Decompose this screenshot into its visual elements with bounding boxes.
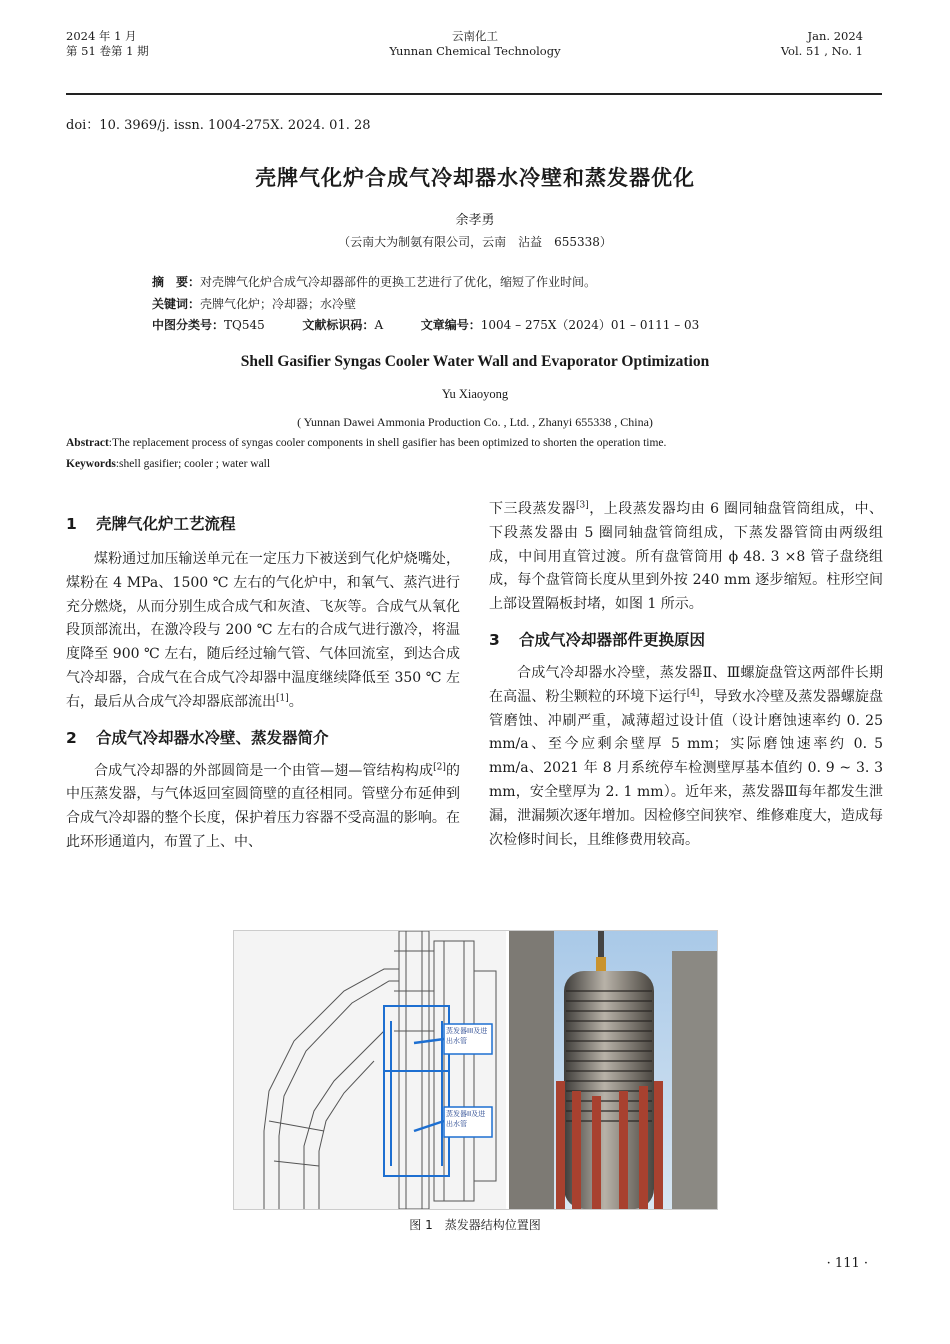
keywords-en-label: Keywords bbox=[66, 458, 116, 470]
header-rule bbox=[66, 93, 882, 95]
abstract-en-text: :The replacement process of syngas cooler components in shell gasifier has been optimized to shorten the operation time. bbox=[108, 437, 667, 449]
section-1-end: 。 bbox=[288, 693, 303, 710]
section-2-text-c: 下三段蒸发器 bbox=[489, 501, 576, 517]
journal-name-cn: 云南化工 bbox=[452, 29, 498, 43]
section-3-text-a: 合成气冷却器水冷壁，蒸发器Ⅱ、Ⅲ螺旋盘管这两部件长期在高温、粉尘颗粒的环境下运行 bbox=[489, 664, 883, 705]
keywords-en bbox=[66, 458, 270, 470]
header-date: 2024 年 1 月 bbox=[66, 29, 137, 43]
header-left bbox=[66, 29, 149, 59]
section-1-number: 1 bbox=[66, 515, 77, 533]
section-1-paragraph bbox=[66, 548, 460, 715]
section-2-paragraph-part1 bbox=[66, 760, 460, 855]
keywords-en-text: :shell gasifier; cooler ; water wall bbox=[115, 458, 271, 470]
clc-label: 中图分类号： bbox=[152, 318, 225, 332]
abstract-en bbox=[66, 437, 666, 449]
header-volume: 第 51 卷第 1 期 bbox=[66, 44, 149, 58]
section-3-text-b: ，导致水冷壁及蒸发器螺旋盘管磨蚀、冲刷严重，减薄超过设计值（设计磨蚀速率约 0. 25 mm/a、至今应剩余壁厚 5 mm；实际磨蚀速率约 0. 5 mm/a、2021 年 8 月系统停车检测壁厚基本值约 0. 9 ~ 3. 3 mm，安全壁厚为 2. 1 mm）。近年来，蒸发器Ⅲ每年都发生泄漏，泄漏频次逐年增加。因检修空间狭窄、维修难度大，造成每次检修时间长，且维修费用较高。 bbox=[489, 688, 884, 848]
affiliation-en: ( Yunnan Dawei Ammonia Production Co. , Ltd. , Zhanyi 655338 , China) bbox=[297, 415, 653, 429]
section-1-heading bbox=[66, 512, 460, 536]
doc-label: 文献标识码： bbox=[302, 318, 375, 332]
header-date-en: Jan. 2024 bbox=[807, 29, 863, 43]
classification bbox=[152, 316, 699, 334]
section-1-text: 煤粉通过加压输送单元在一定压力下被送到气化炉烧嘴处，煤粉在 4 MPa、1500 ℃ 左右的气化炉中，和氧气、蒸汽进行充分燃烧，从而分别生成合成气和灰渣、飞灰等。合成气从氧化段顶部流出，在激冷段与 200 ℃ 左右的合成气进行激冷，将温度降至 900 ℃ 左右，随后经过输气管、气体回流室，到达合成气冷却器，合成气在合成气冷却器中温度继续降低至 350 ℃ 左右，最后从合成气冷却器底部流出 bbox=[66, 551, 460, 710]
section-2-number: 2 bbox=[66, 728, 77, 747]
doi: doi：10. 3969/j. issn. 1004-275X. 2024. 01. 28 bbox=[66, 118, 371, 133]
abstract-cn-label: 摘 要： bbox=[152, 275, 201, 289]
article-title-en: Shell Gasifier Syngas Cooler Water Wall and Evaporator Optimization bbox=[240, 353, 710, 370]
affiliation-cn: （云南大为制氨有限公司，云南 沾益 655338） bbox=[338, 235, 612, 249]
label-upper: 蒸发器III及进出水管 bbox=[446, 1027, 488, 1045]
section-3-title: 合成气冷却器部件更换原因 bbox=[519, 630, 706, 649]
right-column bbox=[489, 498, 883, 852]
citation-2: [2] bbox=[433, 761, 446, 772]
keywords-cn-label: 关键词： bbox=[152, 297, 201, 311]
header-center bbox=[300, 29, 650, 59]
figure-1 bbox=[233, 930, 718, 1210]
section-2-text-d: ，上段蒸发器均由 6 圈同轴盘管筒组成，中、下段蒸发器由 5 圈同轴盘管筒组成，下蒸发器管筒由两级组成，中间用直管过渡。所有盘管筒用 ϕ 48. 3 ×8 管子盘绕组成，每个盘管筒长度从里到外按 240 mm 逐步缩短。柱形空间上部设置隔板封堵，如图 1 所示。 bbox=[489, 501, 884, 613]
author-cn: 余孝勇 bbox=[455, 213, 495, 228]
header-right bbox=[781, 29, 863, 59]
section-3-number: 3 bbox=[489, 630, 500, 649]
section-2-text-b: 的中压蒸发器，与气体返回室圆筒壁的直径相同。管壁分布延伸到合成气冷却器的整个长度，保护着压力容器不受高温的影响。在此环形通道内，布置了上、中、 bbox=[66, 762, 461, 850]
abstract-cn bbox=[152, 273, 596, 291]
section-3-paragraph bbox=[489, 662, 883, 852]
section-2-text-a: 合成气冷却器的外部圆筒是一个由管—翅—管结构构成 bbox=[94, 762, 434, 779]
header-volume-en: Vol. 51 , No. 1 bbox=[780, 44, 863, 58]
journal-name-en: Yunnan Chemical Technology bbox=[389, 44, 561, 58]
keywords-cn bbox=[152, 295, 356, 313]
article-label: 文章编号： bbox=[420, 318, 481, 332]
section-3-heading bbox=[489, 628, 883, 652]
page-number: · 111 · bbox=[826, 1256, 868, 1271]
citation-1: [1] bbox=[276, 693, 289, 704]
abstract-en-label: Abstract bbox=[66, 437, 109, 449]
article-value: 1004 – 275X（2024）01 – 0111 – 03 bbox=[480, 318, 700, 332]
abstract-cn-text: 对壳牌气化炉合成气冷却器部件的更换工艺进行了优化，缩短了作业时间。 bbox=[200, 275, 597, 289]
section-2-title: 合成气冷却器水冷壁、蒸发器简介 bbox=[96, 728, 329, 747]
figure-1-image bbox=[234, 931, 717, 1209]
figure-1-caption: 图 1 蒸发器结构位置图 bbox=[409, 1218, 541, 1232]
keywords-cn-text: 壳牌气化炉；冷却器；水冷壁 bbox=[200, 297, 357, 311]
article-title-cn: 壳牌气化炉合成气冷却器水冷壁和蒸发器优化 bbox=[255, 166, 695, 190]
author-en: Yu Xiaoyong bbox=[441, 387, 509, 401]
label-lower: 蒸发器II及进出水管 bbox=[446, 1110, 486, 1128]
section-2-paragraph-part2 bbox=[489, 498, 883, 617]
left-column bbox=[66, 512, 460, 855]
section-2-heading bbox=[66, 726, 460, 750]
clc-value: TQ545 bbox=[224, 318, 265, 332]
citation-3: [3] bbox=[576, 500, 589, 511]
citation-4: [4] bbox=[686, 688, 700, 699]
section-1-title: 壳牌气化炉工艺流程 bbox=[96, 515, 236, 533]
doc-value: A bbox=[374, 318, 384, 332]
